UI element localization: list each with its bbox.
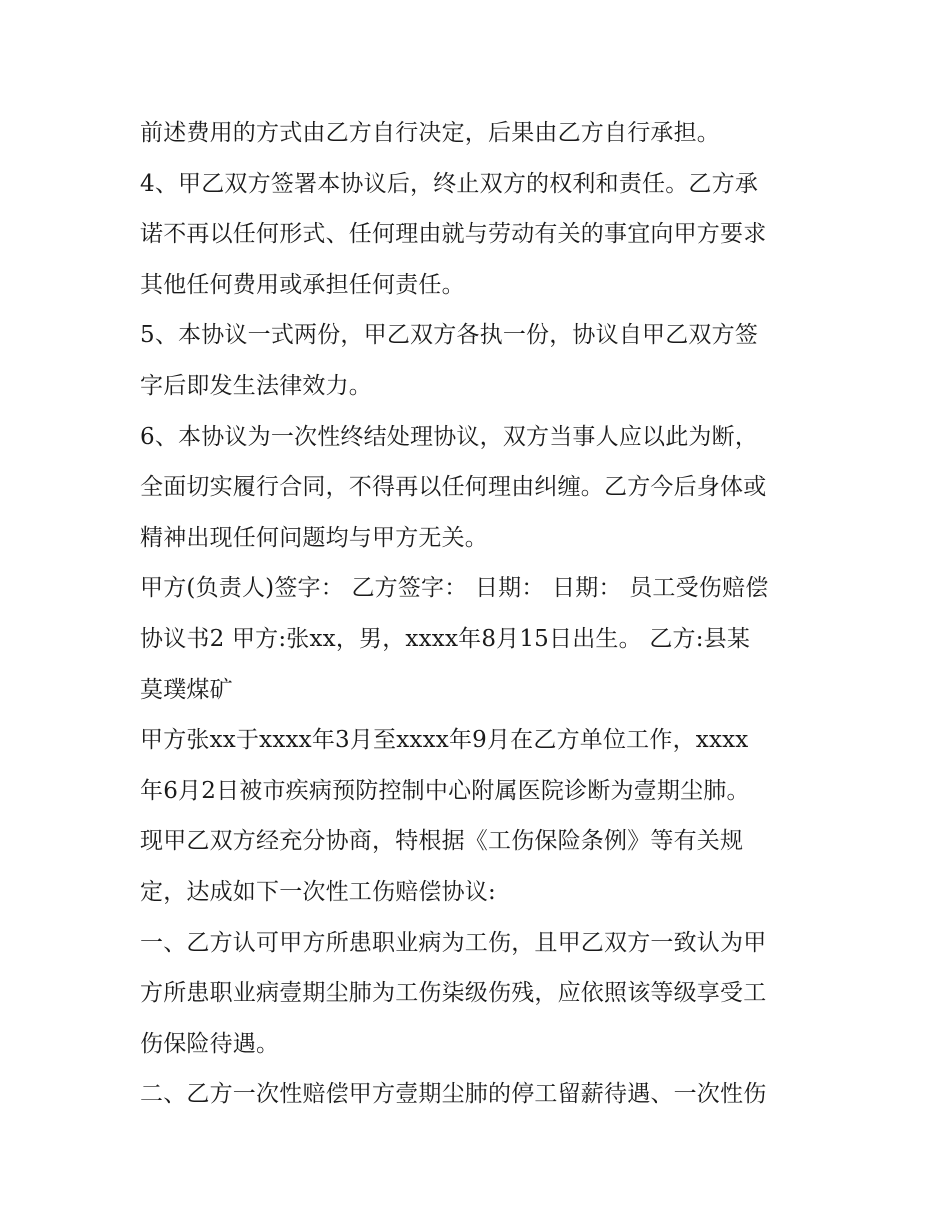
text-line: 诺不再以任何形式、任何理由就与劳动有关的事宜向甲方要求 bbox=[140, 221, 767, 248]
text-line: 协议书2 甲方:张xx，男，xxxx年8月15日出生。 乙方:县某 bbox=[140, 625, 751, 652]
text-line: 定，达成如下一次性工伤赔偿协议: bbox=[140, 878, 496, 905]
text-line: 二、乙方一次性赔偿甲方壹期尘肺的停工留薪待遇、一次性伤 bbox=[140, 1081, 767, 1108]
text-line: 一、乙方认可甲方所患职业病为工伤，且甲乙双方一致认为甲 bbox=[140, 929, 767, 956]
document-body bbox=[140, 108, 820, 1120]
text-line: 6、本协议为一次性终结处理协议，双方当事人应以此为断， bbox=[140, 423, 759, 450]
text-line: 4、甲乙双方签署本协议后，终止双方的权利和责任。乙方承 bbox=[140, 170, 759, 197]
text-line: 莫璞煤矿 bbox=[140, 676, 233, 703]
text-line: 方所患职业病壹期尘肺为工伤柒级伤残，应依照该等级享受工 bbox=[140, 980, 767, 1007]
text-line: 伤保险待遇。 bbox=[140, 1030, 280, 1057]
text-line: 5、本协议一式两份，甲乙双方各执一份，协议自甲乙双方签 bbox=[140, 322, 759, 349]
text-line: 其他任何费用或承担任何责任。 bbox=[140, 271, 465, 298]
text-line: 前述费用的方式由乙方自行决定，后果由乙方自行承担。 bbox=[140, 120, 720, 146]
text-line: 年6月2日被市疾病预防控制中心附属医院诊断为壹期尘肺。 bbox=[140, 777, 750, 804]
text-line: 甲方张xx于xxxx年3月至xxxx年9月在乙方单位工作，xxxx bbox=[140, 727, 749, 754]
text-line: 甲方(负责人)签字： 乙方签字： 日期： 日期： 员工受伤赔偿 bbox=[140, 575, 769, 602]
text-line: 字后即发生法律效力。 bbox=[140, 372, 372, 399]
text-line: 现甲乙双方经充分协商，特根据《工伤保险条例》等有关规 bbox=[140, 828, 744, 855]
text-line: 精神出现任何问题均与甲方无关。 bbox=[140, 524, 488, 551]
text-line: 全面切实履行合同，不得再以任何理由纠缠。乙方今后身体或 bbox=[140, 474, 767, 501]
